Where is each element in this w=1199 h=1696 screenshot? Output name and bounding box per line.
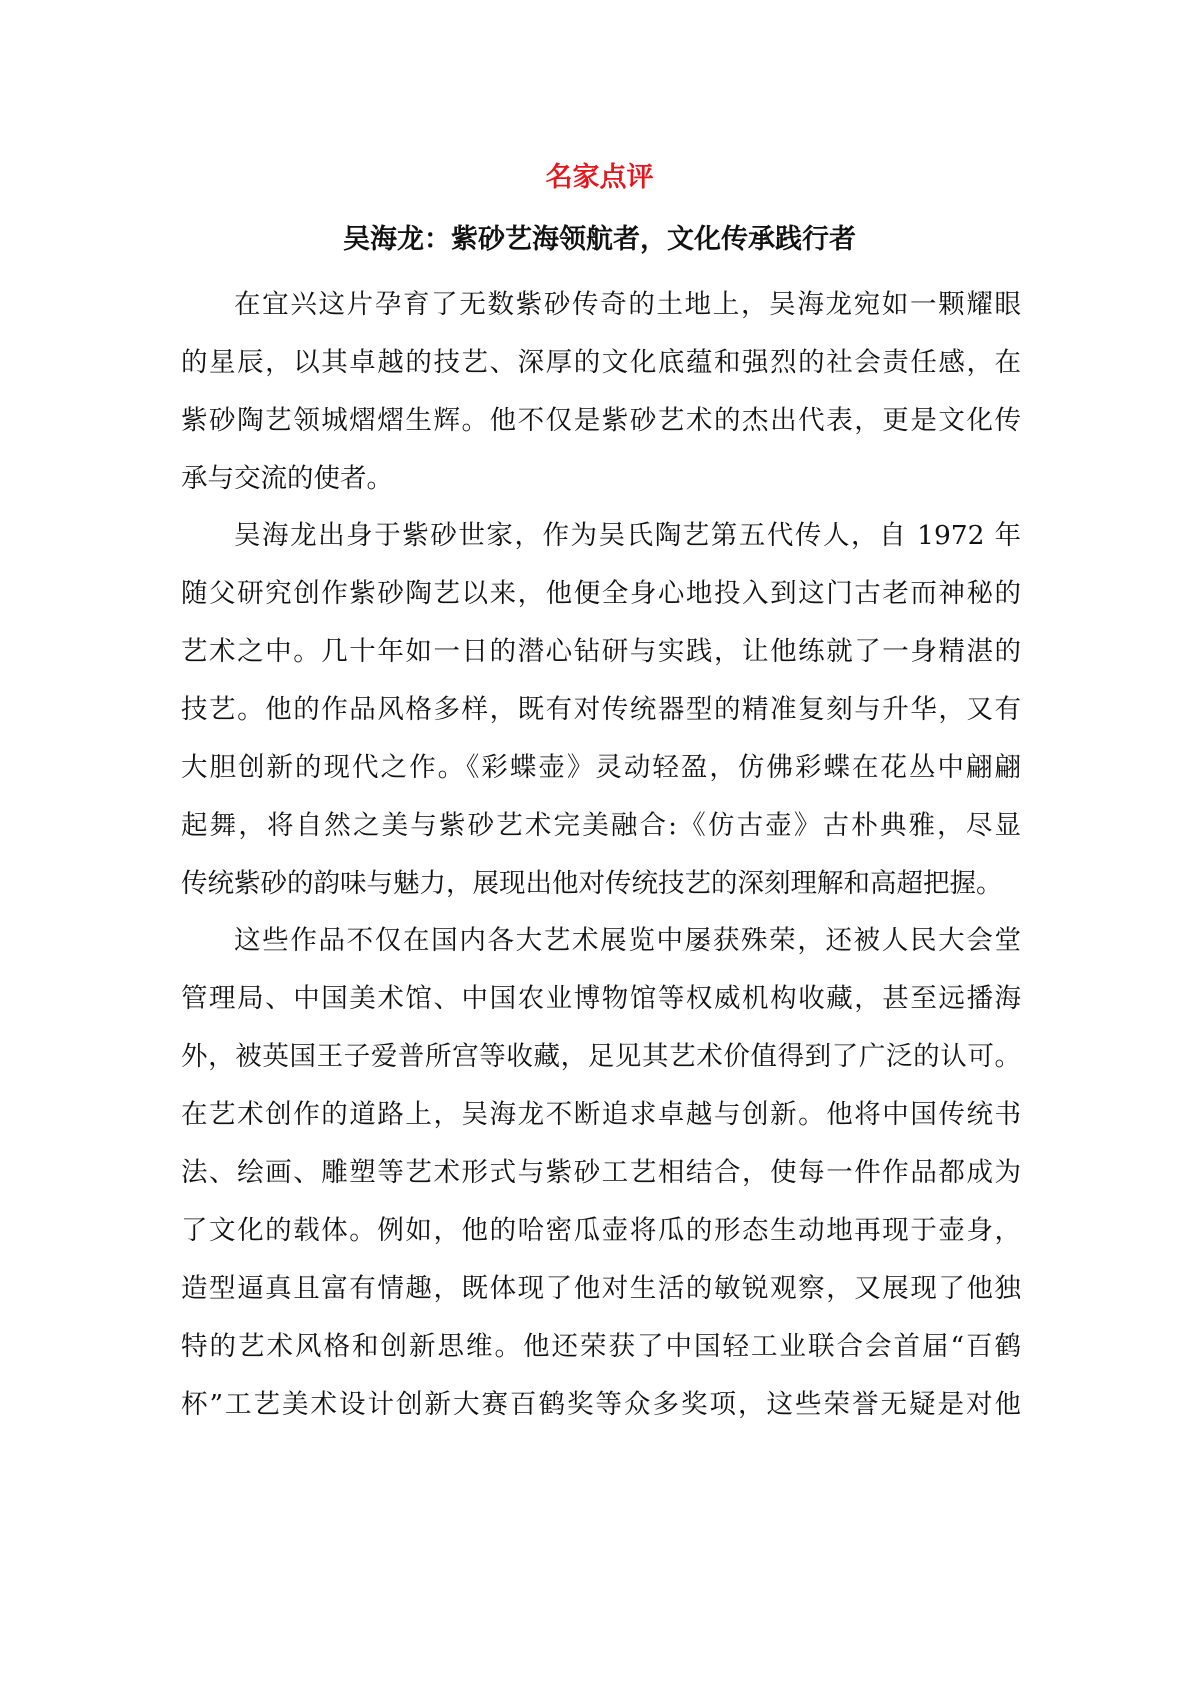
document-title: 吴海龙：紫砂艺海领航者，文化传承践行者 (343, 224, 856, 255)
paragraph-3-line-3: 外，被英国王子爱普所宫等收藏，足见其艺术价值得到了广泛的认可。 (181, 1041, 1021, 1072)
paragraph-2-line-3: 艺术之中。几十年如一日的潜心钻研与实践，让他练就了一身精湛的 (181, 636, 1021, 667)
paragraph-1-line-3: 紫砂陶艺领城熠熠生辉。他不仅是紫砂艺术的杰出代表，更是文化传 (181, 405, 1021, 436)
paragraph-3-line-5: 法、绘画、雕塑等艺术形式与紫砂工艺相结合，使每一件作品都成为 (181, 1157, 1021, 1188)
paragraph-2-line-1: 吴海龙出身于紫砂世家，作为吴氏陶艺第五代传人，自 1972 年 (234, 520, 1021, 551)
paragraph-3-line-8: 特的艺术风格和创新思维。他还荣获了中国轻工业联合会首届“百鹤 (181, 1331, 1021, 1362)
paragraph-1-line-4: 承与交流的使者。 (181, 463, 393, 494)
paragraph-3-line-6: 了文化的载体。例如，他的哈密瓜壶将瓜的形态生动地再现于壶身， (181, 1215, 1021, 1246)
section-label: 名家点评 (545, 162, 654, 193)
paragraph-2-line-7: 传统紫砂的韵味与魅力，展现出他对传统技艺的深刻理解和高超把握。 (181, 868, 1003, 899)
paragraph-3-line-2: 管理局、中国美术馆、中国农业博物馆等权威机构收藏，甚至远播海 (181, 983, 1021, 1014)
paragraph-2-line-4: 技艺。他的作品风格多样，既有对传统器型的精准复刻与升华，又有 (181, 694, 1021, 725)
paragraph-3-line-9: 杯”工艺美术设计创新大赛百鹤奖等众多奖项，这些荣誉无疑是对他 (181, 1389, 1021, 1420)
paragraph-1-line-2: 的星辰，以其卓越的技艺、深厚的文化底蕴和强烈的社会责任感，在 (181, 347, 1021, 378)
paragraph-2-line-5: 大胆创新的现代之作。《彩蝶壶》灵动轻盈，仿佛彩蝶在花丛中翩翩 (181, 752, 1021, 783)
paragraph-2-line-6: 起舞，将自然之美与紫砂艺术完美融合:《仿古壶》古朴典雅，尽显 (181, 810, 1021, 841)
paragraph-3-line-7: 造型逼真且富有情趣，既体现了他对生活的敏锐观察，又展现了他独 (181, 1273, 1021, 1304)
paragraph-1-line-1: 在宜兴这片孕育了无数紫砂传奇的土地上，吴海龙宛如一颗耀眼 (234, 289, 1021, 320)
paragraph-3-line-1: 这些作品不仅在国内各大艺术展览中屡获殊荣，还被人民大会堂 (234, 925, 1021, 956)
paragraph-3-line-4: 在艺术创作的道路上，吴海龙不断追求卓越与创新。他将中国传统书 (181, 1099, 1021, 1130)
paragraph-2-line-2: 随父研究创作紫砂陶艺以来，他便全身心地投入到这门古老而神秘的 (181, 578, 1021, 609)
